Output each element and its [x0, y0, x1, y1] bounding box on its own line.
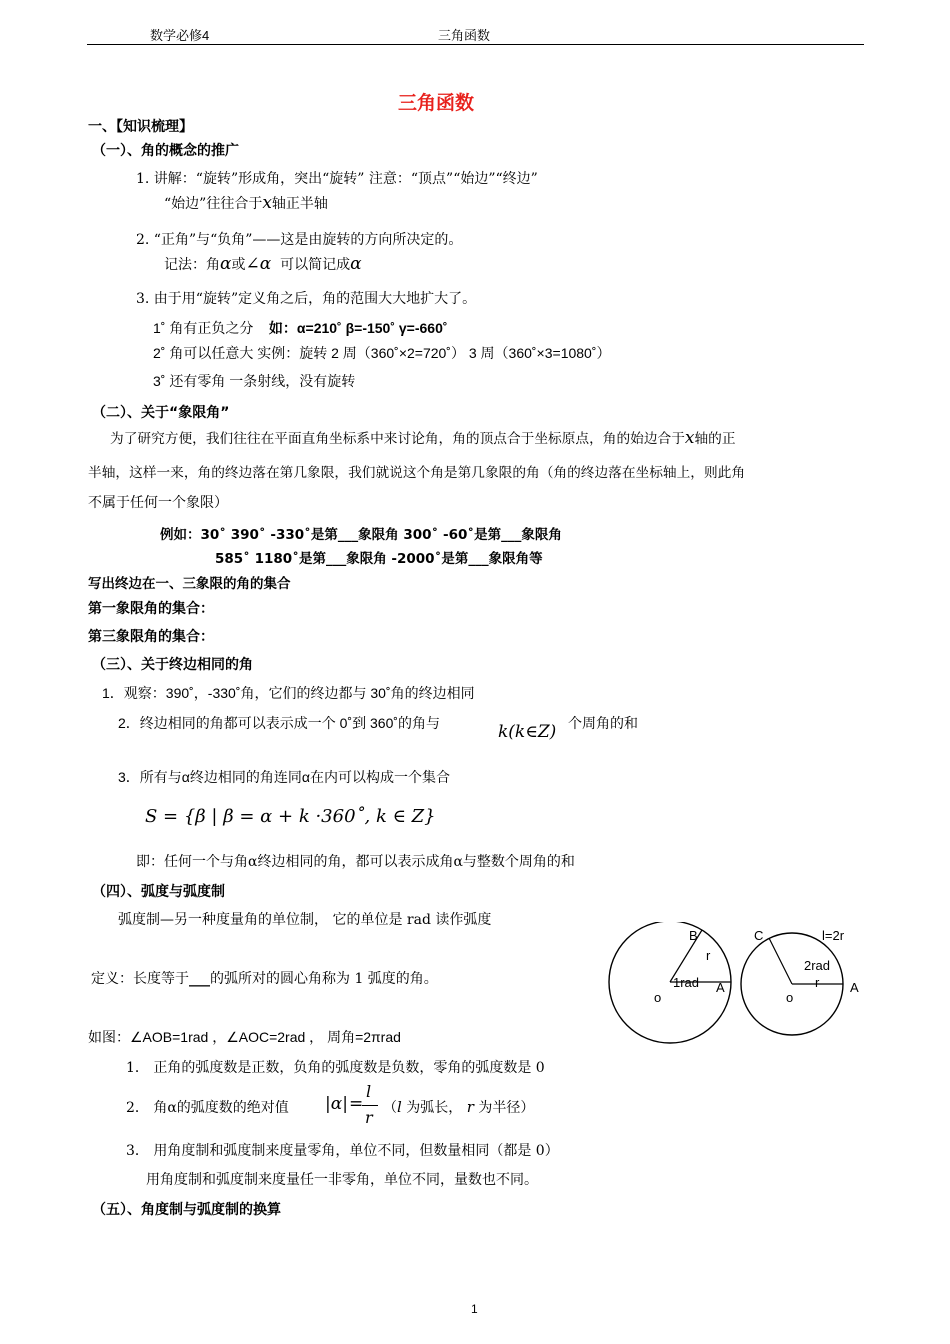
circle-1rad: [609, 922, 731, 1043]
s3-item-3: 3．所有与α终边相同的角连同α在内可以构成一个集合: [118, 769, 450, 785]
s4-item-2: 2． 角α的弧度数的绝对值: [126, 1100, 289, 1116]
s4-definition: 定义：长度等于___的弧所对的圆心角称为 1 弧度的角。: [91, 971, 438, 987]
label-o-left: o: [654, 990, 662, 1005]
s1-item-3: 3. 由于用“旋转”定义角之后，角的范围大大地扩大了。: [136, 291, 477, 307]
label-A-left: A: [716, 980, 725, 995]
subsection-3-heading: （三）、关于终边相同的角: [92, 657, 253, 673]
label-o-right: o: [786, 990, 794, 1005]
label-A-right: A: [850, 980, 859, 995]
fraction-denominator: r: [365, 1108, 373, 1127]
s4-item-2-note: （l 为弧长， r 为半径）: [383, 1098, 535, 1116]
circle-2rad: [741, 928, 859, 1035]
equals-sign: =: [349, 1094, 364, 1114]
subsection-4-heading: （四）、弧度与弧度制: [92, 884, 225, 900]
radian-figure: [600, 922, 870, 1052]
q1-set-prompt: 第一象限角的集合：: [88, 601, 214, 617]
subsection-2-heading: （二）、关于“象限角”: [92, 405, 230, 421]
fraction-numerator: l: [366, 1082, 372, 1101]
s4-example: 如图：∠AOB=1rad ，∠AOC=2rad ， 周角=2πrad: [88, 1029, 401, 1045]
s2-paragraph-line-2: 半轴，这样一来，角的终边落在第几象限，我们就说这个角是第几象限的角（角的终边落在坐标轴上，则此角: [88, 465, 746, 481]
s1-point-3: 3˚ 还有零角 一条射线，没有旋转: [153, 373, 356, 389]
label-l-2r: l=2r: [822, 928, 845, 943]
s2-example-1: 例如：30˚ 390˚ -330˚是第___象限角 300˚ -60˚是第___象限角: [160, 527, 562, 543]
page-number: 1: [471, 1302, 478, 1316]
s3-item-2-end: 个周角的和: [568, 715, 638, 731]
page-title: 三角函数: [398, 92, 475, 114]
s4-item-3b: 用角度制和弧度制来度量任一非零角，单位不同，量数也不同。: [146, 1172, 538, 1188]
set-formula: S = {β | β = α + k ·360˚, k ∈ Z}: [145, 806, 436, 827]
s4-intro: 弧度制—另一种度量角的单位制， 它的单位是 rad 读作弧度: [118, 912, 492, 928]
fraction-bar: [362, 1105, 378, 1106]
label-B: B: [689, 928, 698, 943]
s3-item-1: 1．观察：390˚，-330˚角，它们的终边都与 30˚角的终边相同: [102, 685, 475, 701]
header-center: 三角函数: [438, 28, 491, 43]
q3-set-prompt: 第三象限角的集合：: [88, 629, 214, 645]
s1-item-2: 2. “正角”与“负角”——这是由旋转的方向所决定的。: [136, 232, 463, 248]
s3-k-formula: k(k∈Z): [498, 722, 557, 742]
s1-point-1: 1˚ 角有正负之分 如：α=210˚ β=-150˚ γ=-660˚: [153, 320, 448, 336]
label-r-right: r: [815, 975, 820, 990]
s2-paragraph-line-3: 不属于任何一个象限）: [88, 495, 228, 511]
s4-item-3: 3． 用角度制和弧度制来度量零角，单位不同，但数量相同（都是 0）: [126, 1143, 559, 1159]
s2-paragraph-line-1: 为了研究方便，我们往往在平面直角坐标系中来讨论角，角的顶点合于坐标原点，角的始边合于x轴的正: [110, 428, 736, 448]
section-1-heading: 一、【知识梳理】: [88, 119, 193, 135]
subsection-5-heading: （五）、角度制与弧度制的换算: [92, 1202, 281, 1218]
s2-task: 写出终边在一、三象限的角的集合: [88, 576, 291, 592]
label-C: C: [754, 928, 764, 943]
s1-point-2: 2˚ 角可以任意大 实例：旋转 2 周（360˚×2=720˚） 3 周（360˚×3=1080˚）: [153, 345, 611, 361]
s4-item-1: 1． 正角的弧度数是正数，负角的弧度数是负数，零角的弧度数是 0: [126, 1060, 545, 1076]
s2-example-2: 585˚ 1180˚是第___象限角 -2000˚是第___象限角等: [215, 551, 543, 567]
s3-conclusion: 即：任何一个与角α终边相同的角，都可以表示成角α与整数个周角的和: [136, 854, 575, 870]
label-r-left: r: [706, 948, 711, 963]
subsection-1-heading: （一）、角的概念的推广: [92, 143, 239, 159]
s1-notation: 记法：角α或∠α 可以简记成α: [164, 254, 362, 274]
header-left: 数学必修4: [150, 28, 210, 43]
label-1rad: 1rad: [673, 975, 700, 990]
abs-alpha: |α|: [325, 1094, 348, 1114]
s1-item-1: 1. 讲解：“旋转”形成角，突出“旋转” 注意：“顶点”“始边”“终边”: [136, 171, 538, 187]
s3-item-2: 2．终边相同的角都可以表示成一个 0˚到 360˚的角与: [118, 715, 441, 731]
label-2rad: 2rad: [804, 958, 831, 973]
s1-item-1b: “始边”往往合于x轴正半轴: [164, 193, 328, 213]
header-rule: [87, 44, 864, 45]
